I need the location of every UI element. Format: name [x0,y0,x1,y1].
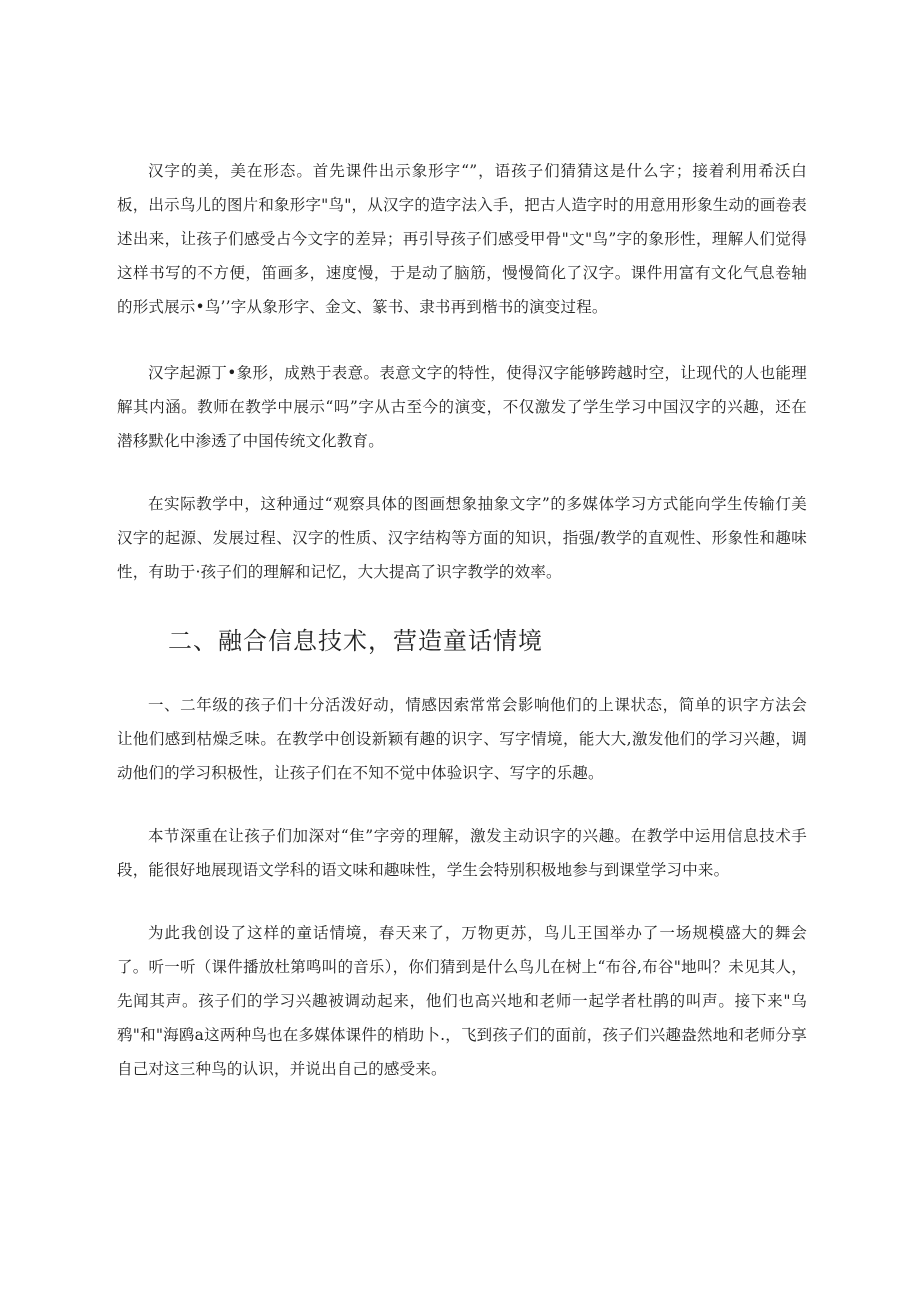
paragraph-fairy-tale-scene: 为此我创设了这样的童话情境，春天来了，万物更苏，鸟儿王国举办了一场规模盛大的舞会了。听一听（课件播放杜第鸣叫的音乐），你们猜到是什么鸟儿在树上“布谷,布谷"地叫？未见其人，先闻其声。孩子们的学习兴趣被调动起来，他们也高兴地和老师一起学者杜鹃的叫声。接下来"乌鸦"和"海鸥a这两种鸟也在多媒体课件的梢助卜.，飞到孩子们的面前，孩子们兴趣盎然地和老师分享自己对这三种鸟的认识，并说出自己的感受来。 [117,924,807,1078]
paragraph-hanzi-beauty: 汉字的美，美在形态。首先课件出示象形字“”，语孩子们猜猜这是什么字；接着利用希沃白板，出示鸟儿的图片和象形字"鸟"，从汉字的造字法入手，把古人造字时的用意用形象生动的画卷表述出来，让孩子们感受占今文字的差异；再引导孩子们感受甲骨"文"鸟”字的象形性，理解人们觉得这样书写的不方便，笛画多，速度慢，于是动了脑筋，慢慢简化了汉字。课件用富有文化气息卷轴的形式展示•鸟’’字从象形字、金文、篆书、隶书再到楷书的演变过程。 [117,162,807,316]
paragraph-hanzi-origin: 汉字起源丁•象形，成熟于表意。表意文字的特性，使得汉字能够跨越时空，让现代的人也能理解其内涵。教师在教学中展示“吗”字从古至今的演变，不仅激发了学生学习中国汉字的兴趣，还在潜移默化中渗透了中国传统文化教育。 [117,364,807,450]
paragraph-lesson-focus: 本节深重在让孩子们加深对“隹”字旁的理解，激发主动识字的兴趣。在教学中运用信息技术手段，能很好地展现语文学科的语文味和趣味性，学生会特别积极地参与到课堂学习中来。 [117,827,807,879]
section-heading: 二、融合信息技术，营造童话情境 [168,627,543,655]
paragraph-multimedia-learning: 在实际教学中，这种通过“观察具体的图画想象抽象文字”的多媒体学习方式能向学生传输仃美汉字的起源、发展过程、汉字的性质、汉字结构等方面的知识，指强/教学的直观性、形象性和趣味性，有助于·孩子们的理解和记忆，大大提高了识字教学的效率。 [117,495,807,581]
paragraph-children-interest: 一、二年级的孩子们十分活泼好动，情感因索常常会影响他们的上课状态，简单的识字方法会让他们感到枯燥乏味。在教学中创设新颖有趣的识字、写字情境，能大大,激发他们的学习兴趣，调动他们的学习积极性，让孩子们在不知不觉中体验识字、写字的乐趣。 [117,696,807,782]
